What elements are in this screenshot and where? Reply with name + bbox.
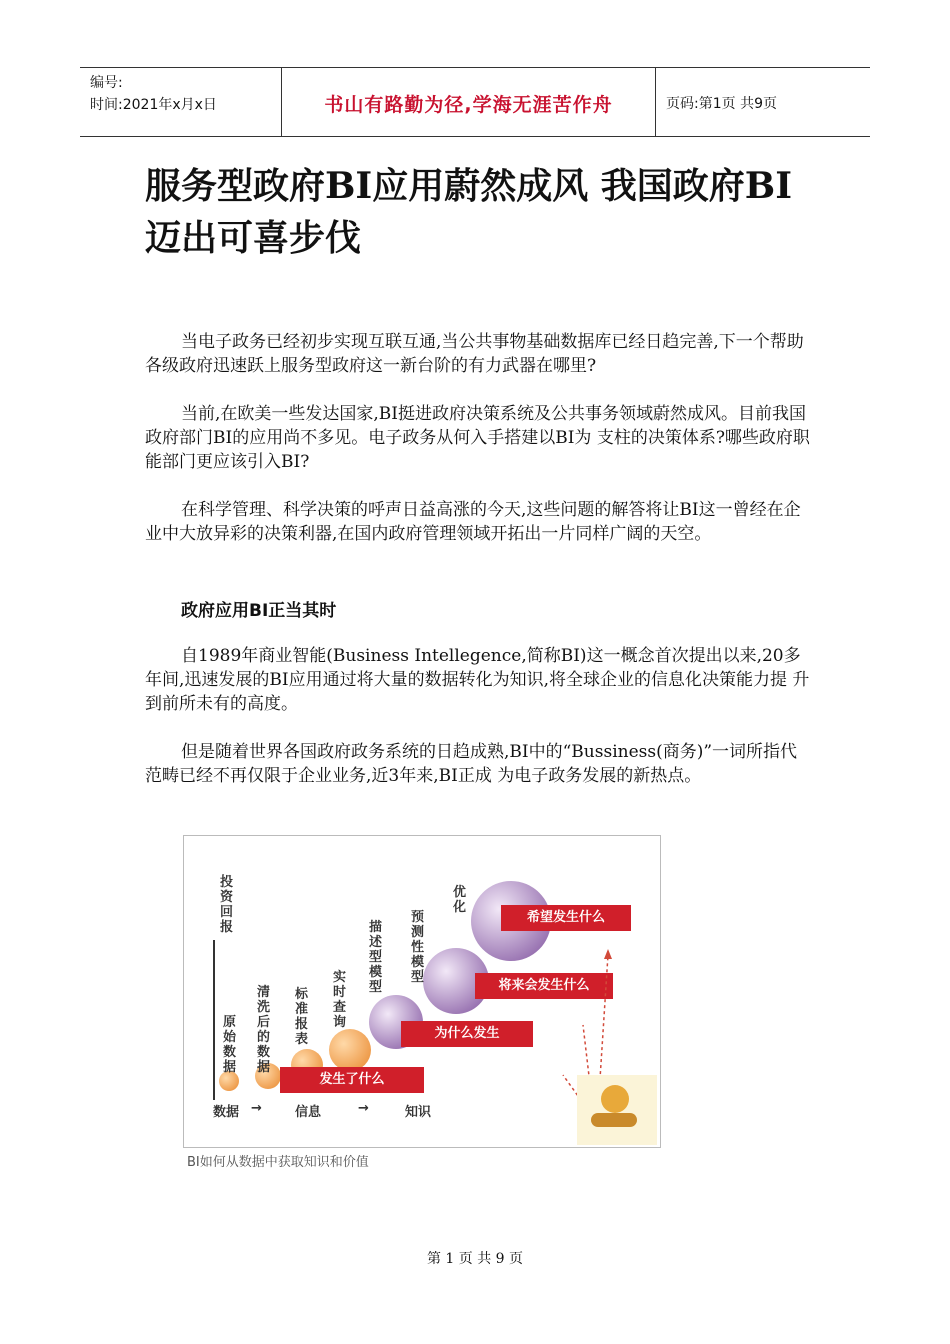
paragraph: 自1989年商业智能(Business Intellegence,简称BI)这一概念首次提出以来,20多年间,迅速发展的BI应用通过将大量的数据转化为知识,将全球企业的信息化决策能力提 升到前所未有的高度。 — [145, 646, 810, 714]
x-axis-information: 信息 — [295, 1105, 322, 1120]
bar-what-happened: 发生了什么 — [280, 1067, 424, 1093]
header-table — [80, 67, 870, 137]
x-axis-arrow: → — [358, 1101, 369, 1116]
number-label: 编号: — [90, 75, 123, 91]
x-axis-knowledge: 知识 — [405, 1105, 432, 1120]
y-axis-label: 投资回报 — [220, 875, 234, 935]
header-divider — [655, 68, 656, 136]
paragraph: 在科学管理、科学决策的呼声日益高涨的今天,这些问题的解答将让BI这一曾经在企业中大放异彩的决策利器,在国内政府管理领域开拓出一片同样广阔的天空。 — [145, 500, 801, 544]
mascot-body-icon — [591, 1113, 637, 1127]
y-axis-line — [213, 940, 215, 1100]
stage-label: 预测性模型 — [411, 910, 425, 985]
header-meta — [90, 72, 217, 116]
section-heading: 政府应用BI正当其时 — [181, 601, 337, 621]
stage-label: 实时查询 — [333, 970, 347, 1030]
paragraph: 当电子政务已经初步实现互联互通,当公共事物基础数据库已经日趋完善,下一个帮助各级政府迅速跃上服务型政府这一新台阶的有力武器在哪里? — [145, 332, 804, 376]
bar-want-happen: 希望发生什么 — [501, 905, 631, 931]
stage-label: 原始数据 — [223, 1015, 237, 1075]
stage-label: 清洗后的数据 — [257, 985, 271, 1075]
figure-caption: BI如何从数据中获取知识和价值 — [187, 1155, 369, 1170]
time-label: 时间:2021年x月x日 — [90, 97, 217, 113]
bar-will-happen: 将来会发生什么 — [475, 973, 613, 999]
paragraph: 当前,在欧美一些发达国家,BI挺进政府决策系统及公共事务领域蔚然成风。目前我国政府部门BI的应用尚不多见。电子政务从何入手搭建以BI为 支柱的决策体系?哪些政府职能部门更应该引入BI? — [145, 404, 810, 472]
stage-label: 标准报表 — [295, 987, 309, 1047]
stage-label: 优化 — [453, 885, 467, 915]
mascot-figure-icon — [601, 1085, 629, 1113]
header-motto: 书山有路勤为径,学海无涯苦作舟 — [324, 94, 613, 116]
article-title: 服务型政府BI应用蔚然成风 我国政府BI迈出可喜步伐 — [145, 165, 793, 259]
page-footer: 第 1 页 共 9 页 — [426, 1251, 524, 1267]
mascot-area — [577, 1075, 657, 1145]
bar-why-happened: 为什么发生 — [401, 1021, 533, 1047]
bi-figure — [183, 835, 661, 1168]
x-axis-data: 数据 — [213, 1105, 240, 1120]
stage-ball — [329, 1029, 371, 1071]
stage-label: 描述型模型 — [369, 920, 383, 995]
x-axis-arrow: → — [251, 1101, 262, 1116]
paragraph: 但是随着世界各国政府政务系统的日趋成熟,BI中的“Bussiness(商务)”一词所指代范畴已经不再仅限于企业业务,近3年来,BI正成 为电子政务发展的新热点。 — [145, 742, 798, 786]
header-page-label: 页码:第1页 共9页 — [666, 96, 777, 112]
